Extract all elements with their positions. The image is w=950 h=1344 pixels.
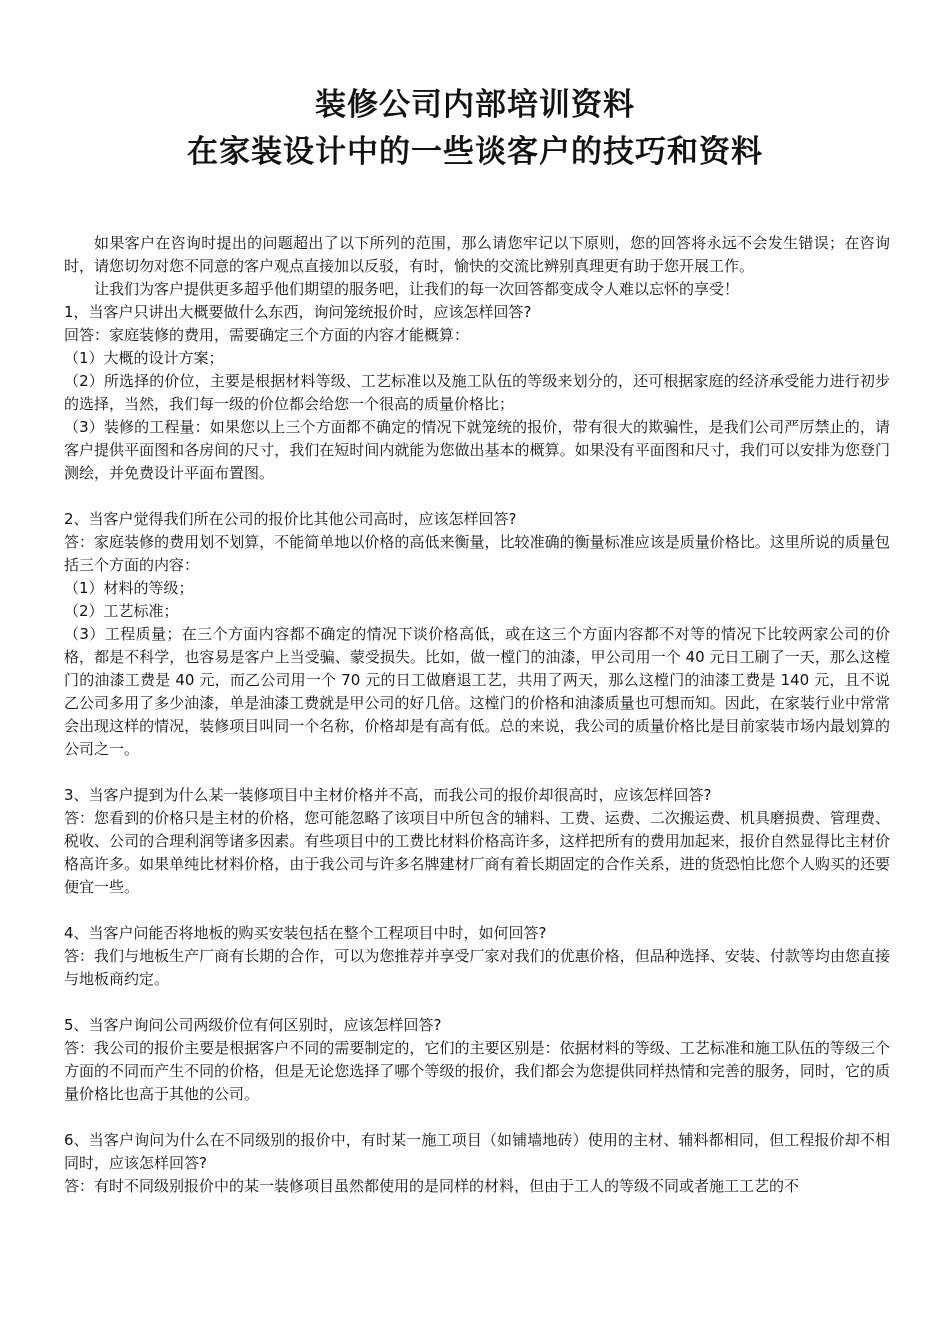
question-heading: 3、当客户提到为什么某一装修项目中主材价格并不高，而我公司的报价却很高时，应该怎样回答?	[64, 786, 712, 804]
section-spacer	[64, 761, 890, 784]
intro-paragraph: 让我们为客户提供更多超乎他们期望的服务吧，让我们的每一次回答都变成令人难以忘怀的享受！	[94, 280, 740, 298]
title-block	[0, 82, 950, 176]
answer-line: 答：我公司的报价主要是根据客户不同的需要制定的，它们的主要区别是：依据材料的等级、工艺标准和施工队伍的等级三个方面的不同而产生不同的价格，但是无论您选择了哪个等级的报价，我们都会为您提供同样热情和完善的服务，同时，它的质量价格比也高于其他的公司。	[64, 1039, 890, 1103]
section-spacer	[64, 485, 890, 508]
question-heading: 2、当客户觉得我们所在公司的报价比其他公司高时，应该怎样回答?	[64, 510, 517, 528]
question-heading: 6、当客户询问为什么在不同级别的报价中，有时某一施工项目（如铺墙地砖）使用的主材、辅料都相同，但工程报价却不相同时，应该怎样回答?	[64, 1131, 890, 1172]
answer-line: （2）所选择的价位，主要是根据材料等级、工艺标准以及施工队伍的等级来划分的，还可根据家庭的经济承受能力进行初步的选择，当然，我们每一级的价位都会给您一个很高的质量价格比；	[64, 372, 890, 413]
question-heading: 4、当客户问能否将地板的购买安装包括在整个工程项目中时，如何回答?	[64, 924, 547, 942]
answer-line: 答：家庭装修的费用划不划算，不能简单地以价格的高低来衡量，比较准确的衡量标准应该是质量价格比。这里所说的质量包括三个方面的内容：	[64, 533, 890, 574]
section-spacer	[64, 1106, 890, 1129]
document-title: 装修公司内部培训资料	[315, 87, 635, 123]
answer-line: （3）装修的工程量：如果您以上三个方面都不确定的情况下就笼统的报价，带有很大的欺骗性，是我们公司严厉禁止的，请客户提供平面图和各房间的尺寸，我们在短时间内就能为您做出基本的概算。如果没有平面图和尺寸，我们可以安排为您登门测绘，并免费设计平面布置图。	[64, 418, 890, 482]
answer-line: （3）工程质量；在三个方面内容都不确定的情况下谈价格高低，或在这三个方面内容都不对等的情况下比较两家公司的价格，都是不科学，也容易是客户上当受骗、蒙受损失。比如，做一樘门的油漆，甲公司用一个 40 元日工刷了一天，那么这樘门的油漆工费是 40 元，而乙公司用一个 70 元的日工做磨退工艺，共用了两天，那么这樘门的油漆工费是 140 元，且不说乙公司多用了多少油漆，单是油漆工费就是甲公司的好几倍。这樘门的价格和油漆质量也可想而知。因此，在家装行业中常常会出现这样的情况，装修项目叫同一个名称，价格却是有高有低。总的来说，我公司的质量价格比是目前家装市场内最划算的公司之一。	[64, 625, 890, 758]
question-heading: 1，当客户只讲出大概要做什么东西，询问笼统报价时，应该怎样回答?	[64, 303, 532, 321]
answer-line: 答：有时不同级别报价中的某一装修项目虽然都使用的是同样的材料，但由于工人的等级不同或者施工工艺的不	[64, 1177, 800, 1195]
intro-paragraph: 如果客户在咨询时提出的问题超出了以下所列的范围，那么请您牢记以下原则，您的回答将永远不会发生错误；在咨询时，请您切勿对您不同意的客户观点直接加以反驳，有时，愉快的交流比辨别真理更有助于您开展工作。	[64, 234, 890, 275]
answer-line: （2）工艺标准；	[64, 602, 179, 620]
answer-line: （1）材料的等级；	[64, 579, 194, 597]
section-spacer	[64, 991, 890, 1014]
document-subtitle: 在家装设计中的一些谈客户的技巧和资料	[187, 134, 763, 170]
answer-line: 答：您看到的价格只是主材的价格，您可能忽略了该项目中所包含的辅料、工费、运费、二次搬运费、机具磨损费、管理费、税收、公司的合理利润等诸多因素。有些项目中的工费比材料价格高许多，这样把所有的费用加起来，报价自然显得比主材价格高许多。如果单纯比材料价格，由于我公司与许多名牌建材厂商有着长期固定的合作关系，进的货恐怕比您个人购买的还要便宜一些。	[64, 809, 890, 896]
section-spacer	[64, 899, 890, 922]
answer-line: 答：我们与地板生产厂商有长期的合作，可以为您推荐并享受厂家对我们的优惠价格，但品种选择、安装、付款等均由您直接与地板商约定。	[64, 947, 890, 988]
answer-line: （1）大概的设计方案；	[64, 349, 224, 367]
question-heading: 5、当客户询问公司两级价位有何区别时，应该怎样回答?	[64, 1016, 442, 1034]
document-body	[64, 232, 890, 1198]
answer-line: 回答：家庭装修的费用，需要确定三个方面的内容才能概算：	[64, 326, 470, 344]
